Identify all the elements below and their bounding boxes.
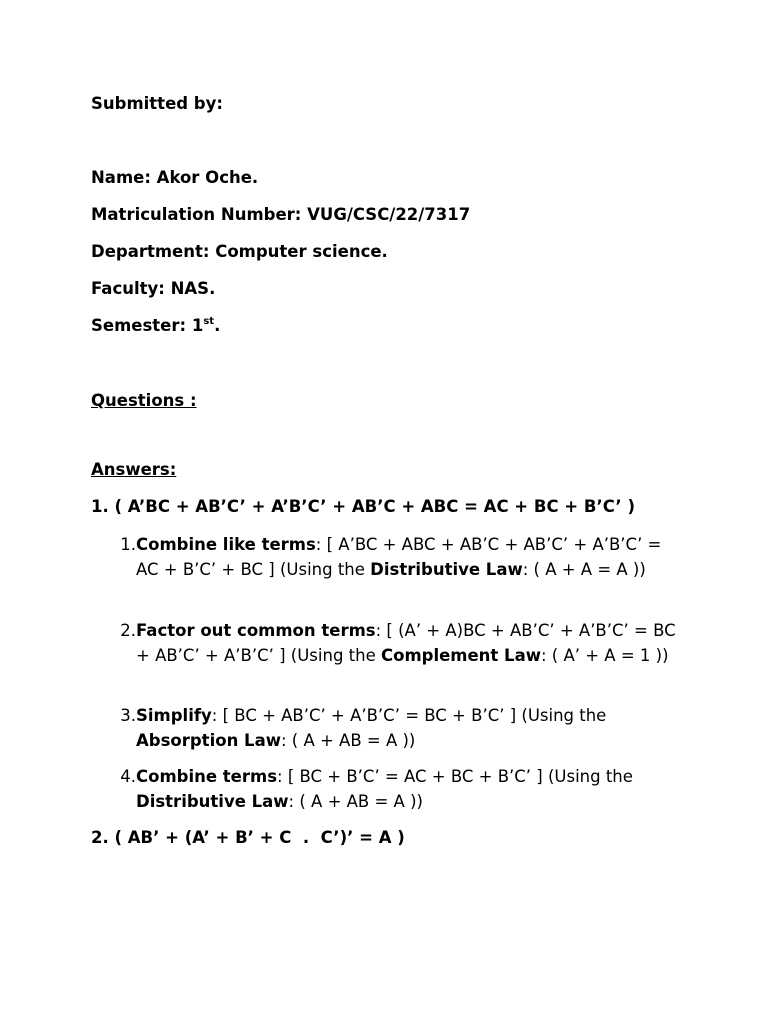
step-title: Simplify bbox=[136, 706, 212, 725]
step-law: Distributive Law bbox=[370, 559, 523, 579]
submitted-by-label: Submitted by: bbox=[91, 94, 223, 113]
answer-1-step-3 bbox=[112, 704, 632, 753]
step-text: : [ (A’ + A)BC + AB’C’ + A’B’C’ = BC + AB’C’ + A’B’C’ ] (Using the bbox=[136, 621, 676, 665]
questions-heading: Questions : bbox=[91, 391, 197, 410]
step-law: Complement Law bbox=[381, 645, 541, 665]
semester bbox=[91, 316, 220, 336]
step-law-text: : ( A + A = A )) bbox=[522, 559, 646, 579]
step-text: : [ A’BC + ABC + AB’C + AB’C’ + A’B’C’ = AC + B’C’ + BC ] (Using the bbox=[136, 535, 662, 579]
student-name: Name: Akor Oche. bbox=[91, 168, 259, 187]
semester-superscript: st bbox=[203, 315, 215, 327]
answer-1-step-4 bbox=[112, 765, 642, 814]
step-title: Factor out common terms bbox=[136, 621, 376, 640]
answer-1-step-1 bbox=[112, 533, 682, 582]
answer-2-heading: 2. ( AB’ + (A’ + B’ + C . C’)’ = A ) bbox=[91, 828, 405, 847]
step-law-text: : ( A + AB = A )) bbox=[280, 730, 416, 750]
step-law-text: : ( A’ + A = 1 )) bbox=[540, 645, 669, 665]
step-number: 3. bbox=[120, 706, 136, 725]
step-law: Distributive Law bbox=[136, 791, 289, 811]
department: Department: Computer science. bbox=[91, 242, 388, 261]
step-law: Absorption Law bbox=[136, 730, 281, 750]
semester-text: Semester: 1 bbox=[91, 316, 204, 335]
faculty: Faculty: NAS. bbox=[91, 279, 216, 298]
step-number: 2. bbox=[120, 621, 136, 640]
step-law-text: : ( A + AB = A )) bbox=[288, 791, 423, 811]
step-title: Combine like terms bbox=[136, 535, 316, 554]
step-number: 1. bbox=[120, 535, 136, 554]
step-text: : [ BC + B’C’ = AC + BC + B’C’ ] (Using the bbox=[277, 767, 633, 786]
semester-suffix: . bbox=[214, 316, 221, 335]
answer-1-heading: 1. ( A’BC + AB’C’ + A’B’C’ + AB’C + ABC = AC + BC + B’C’ ) bbox=[91, 497, 635, 516]
answer-1-step-2 bbox=[112, 619, 682, 668]
answers-heading: Answers: bbox=[91, 460, 177, 479]
matriculation-number: Matriculation Number: VUG/CSC/22/7317 bbox=[91, 205, 471, 224]
step-number: 4. bbox=[120, 767, 136, 786]
step-title: Combine terms bbox=[136, 767, 278, 786]
step-text: : [ BC + AB’C’ + A’B’C’ = BC + B’C’ ] (Using the bbox=[211, 706, 607, 725]
